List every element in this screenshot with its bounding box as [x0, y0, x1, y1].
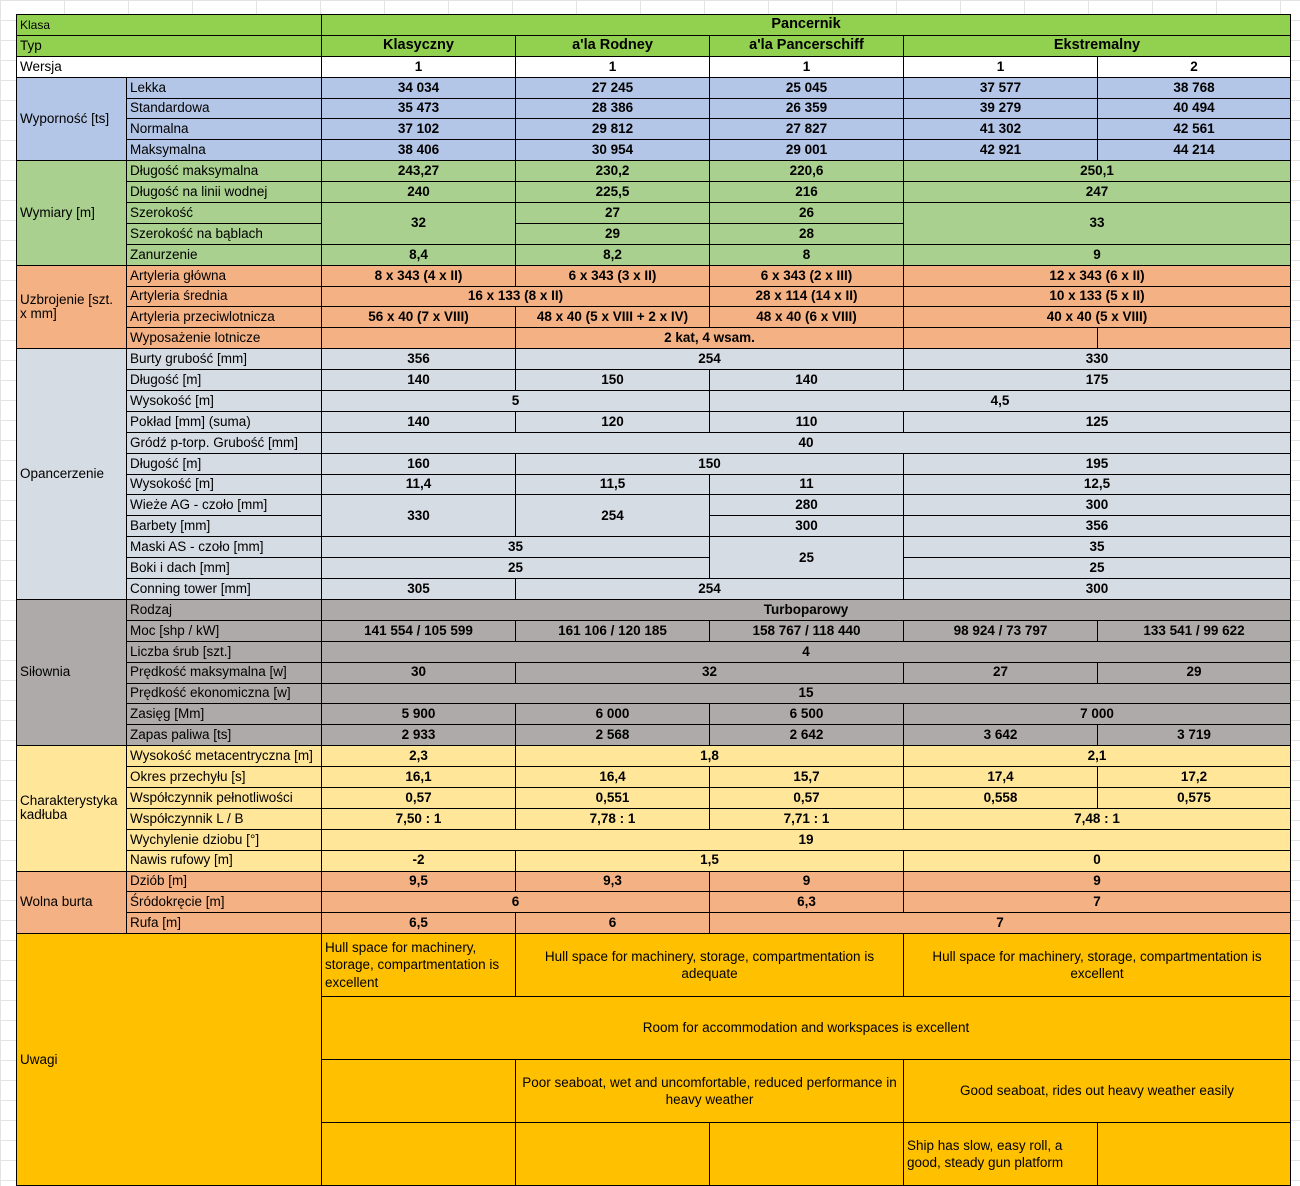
remarks-label[interactable]: Uwagi [17, 934, 322, 1186]
data-row [17, 871, 1291, 892]
row-label[interactable]: Rodzaj [127, 599, 322, 620]
value-cell[interactable]: 98 924 / 73 797 [904, 620, 1098, 641]
value-cell[interactable] [322, 328, 516, 349]
row-label[interactable]: Wysokość metacentryczna [m] [127, 746, 322, 767]
row-label[interactable]: Conning tower [mm] [127, 579, 322, 600]
value-cell[interactable]: 356 [904, 516, 1291, 537]
value-cell[interactable]: 6 [322, 892, 710, 913]
value-cell[interactable]: Turboparowy [322, 599, 1291, 620]
data-row [17, 161, 1291, 182]
value-cell[interactable]: 28 [710, 223, 904, 244]
data-row [17, 892, 1291, 913]
remarks-row [17, 934, 1291, 997]
value-cell[interactable]: 8,2 [516, 244, 710, 265]
value-cell[interactable]: 330 [322, 495, 516, 537]
value-cell[interactable]: 7,78 : 1 [516, 808, 710, 829]
row-label[interactable]: Maksymalna [127, 140, 322, 161]
row-label[interactable]: Długość [m] [127, 370, 322, 391]
value-cell[interactable]: 25 [322, 558, 710, 579]
data-row [17, 808, 1291, 829]
data-row [17, 474, 1291, 495]
value-cell[interactable]: 40 x 40 (5 x VIII) [904, 307, 1291, 328]
value-cell[interactable]: 4 [322, 641, 1291, 662]
value-cell[interactable]: 40 494 [1098, 98, 1291, 119]
row-label[interactable]: Artyleria główna [127, 265, 322, 286]
value-cell[interactable]: 42 561 [1098, 119, 1291, 140]
value-cell[interactable]: 120 [516, 411, 710, 432]
value-cell[interactable]: 2 kat, 4 wsam. [516, 328, 904, 349]
value-cell[interactable]: 35 473 [322, 98, 516, 119]
type-rodney[interactable]: a'la Rodney [516, 35, 710, 56]
value-cell[interactable]: 150 [516, 370, 710, 391]
row-label[interactable]: Szerokość na bąblach [127, 223, 322, 244]
section-label[interactable]: Uzbrojenie [szt. x mm] [17, 265, 127, 349]
value-cell[interactable]: 9 [904, 871, 1291, 892]
data-row [17, 558, 1291, 579]
value-cell[interactable]: 0,558 [904, 787, 1098, 808]
version-cell[interactable]: 1 [516, 56, 710, 77]
version-cell[interactable]: 1 [904, 56, 1098, 77]
value-cell[interactable]: 158 767 / 118 440 [710, 620, 904, 641]
remark-cell[interactable] [1098, 1123, 1291, 1186]
wersja-label[interactable]: Wersja [17, 56, 322, 77]
value-cell[interactable]: 17,2 [1098, 767, 1291, 788]
value-cell[interactable]: 29 812 [516, 119, 710, 140]
value-cell[interactable]: 225,5 [516, 182, 710, 203]
klasa-label[interactable]: Klasa [17, 15, 322, 36]
data-row [17, 495, 1291, 516]
version-cell[interactable]: 1 [322, 56, 516, 77]
value-cell[interactable]: 240 [322, 182, 516, 203]
value-cell[interactable]: 37 102 [322, 119, 516, 140]
row-label[interactable]: Zanurzenie [127, 244, 322, 265]
value-cell[interactable]: 35 [322, 537, 710, 558]
data-row [17, 787, 1291, 808]
value-cell[interactable] [1098, 328, 1291, 349]
remark-cell[interactable]: Poor seaboat, wet and uncomfortable, reduced performance in heavy weather [516, 1060, 904, 1123]
value-cell[interactable]: 56 x 40 (7 x VIII) [322, 307, 516, 328]
data-row [17, 725, 1291, 746]
section-label[interactable]: Opancerzenie [17, 349, 127, 600]
row-label[interactable]: Współczynnik L / B [127, 808, 322, 829]
type-klasyczny[interactable]: Klasyczny [322, 35, 516, 56]
data-row [17, 913, 1291, 934]
row-label[interactable]: Okres przechyłu [s] [127, 767, 322, 788]
value-cell[interactable]: 0,57 [322, 787, 516, 808]
value-cell[interactable]: 254 [516, 495, 710, 537]
value-cell[interactable]: 230,2 [516, 161, 710, 182]
data-row [17, 203, 1291, 224]
value-cell[interactable]: 38 406 [322, 140, 516, 161]
value-cell[interactable]: 3 719 [1098, 725, 1291, 746]
value-cell[interactable]: 12,5 [904, 474, 1291, 495]
row-label[interactable]: Wieże AG - czoło [mm] [127, 495, 322, 516]
header-row-typ [17, 35, 1291, 56]
klasa-value[interactable]: Pancernik [322, 15, 1291, 36]
data-row [17, 641, 1291, 662]
row-label[interactable]: Lekka [127, 77, 322, 98]
value-cell[interactable]: 26 359 [710, 98, 904, 119]
section-label[interactable]: Charakterystyka kadłuba [17, 746, 127, 871]
value-cell[interactable]: 32 [516, 662, 904, 683]
value-cell[interactable]: 216 [710, 182, 904, 203]
version-cell[interactable]: 1 [710, 56, 904, 77]
data-row [17, 265, 1291, 286]
value-cell[interactable]: 175 [904, 370, 1291, 391]
spreadsheet-table [16, 14, 1291, 1186]
value-cell[interactable]: 300 [710, 516, 904, 537]
value-cell[interactable]: 42 921 [904, 140, 1098, 161]
data-row [17, 77, 1291, 98]
value-cell[interactable]: 7,48 : 1 [904, 808, 1291, 829]
value-cell[interactable]: 25 [710, 537, 904, 579]
row-label[interactable]: Zasięg [Mm] [127, 704, 322, 725]
value-cell[interactable]: 8,4 [322, 244, 516, 265]
value-cell[interactable]: 6 000 [516, 704, 710, 725]
value-cell[interactable]: 1,5 [516, 850, 904, 871]
value-cell[interactable]: 133 541 / 99 622 [1098, 620, 1291, 641]
data-row [17, 391, 1291, 412]
value-cell[interactable]: 0 [904, 850, 1291, 871]
value-cell[interactable]: 254 [516, 349, 904, 370]
value-cell[interactable]: 9,3 [516, 871, 710, 892]
value-cell[interactable]: 34 034 [322, 77, 516, 98]
type-pancerschiff[interactable]: a'la Pancerschiff [710, 35, 904, 56]
data-row [17, 704, 1291, 725]
row-label[interactable]: Standardowa [127, 98, 322, 119]
row-label[interactable]: Gródź p-torp. Grubość [mm] [127, 432, 322, 453]
value-cell[interactable]: 35 [904, 537, 1291, 558]
row-label[interactable]: Wychylenie dziobu [°] [127, 829, 322, 850]
value-cell[interactable]: 9 [710, 871, 904, 892]
value-cell[interactable]: 44 214 [1098, 140, 1291, 161]
value-cell[interactable]: 1,8 [516, 746, 904, 767]
value-cell[interactable]: 2 933 [322, 725, 516, 746]
value-cell[interactable]: 140 [322, 370, 516, 391]
value-cell[interactable]: 160 [322, 453, 516, 474]
row-label[interactable]: Długość na linii wodnej [127, 182, 322, 203]
value-cell[interactable]: 30 954 [516, 140, 710, 161]
data-row [17, 620, 1291, 641]
remark-cell[interactable]: Room for accommodation and workspaces is excellent [322, 997, 1291, 1060]
header-row-klasa [17, 15, 1291, 36]
value-cell[interactable]: 4,5 [710, 391, 1291, 412]
data-row [17, 182, 1291, 203]
row-label[interactable]: Prędkość ekonomiczna [w] [127, 683, 322, 704]
remark-cell[interactable] [322, 1060, 516, 1123]
value-cell[interactable]: 9,5 [322, 871, 516, 892]
value-cell[interactable]: 243,27 [322, 161, 516, 182]
value-cell[interactable]: 48 x 40 (5 x VIII + 2 x IV) [516, 307, 710, 328]
data-row [17, 119, 1291, 140]
row-label[interactable]: Artyleria średnia [127, 286, 322, 307]
value-cell[interactable]: 280 [710, 495, 904, 516]
value-cell[interactable]: 6 500 [710, 704, 904, 725]
value-cell[interactable]: 48 x 40 (6 x VIII) [710, 307, 904, 328]
value-cell[interactable]: 10 x 133 (5 x II) [904, 286, 1291, 307]
value-cell[interactable]: 300 [904, 579, 1291, 600]
row-label[interactable]: Nawis rufowy [m] [127, 850, 322, 871]
row-label[interactable]: Moc [shp / kW] [127, 620, 322, 641]
value-cell[interactable]: 28 386 [516, 98, 710, 119]
value-cell[interactable]: 7 [710, 913, 1291, 934]
value-cell[interactable]: 7,71 : 1 [710, 808, 904, 829]
data-row [17, 746, 1291, 767]
data-row [17, 307, 1291, 328]
data-row [17, 453, 1291, 474]
row-label[interactable]: Rufa [m] [127, 913, 322, 934]
value-cell[interactable]: 15 [322, 683, 1291, 704]
value-cell[interactable]: 27 [904, 662, 1098, 683]
row-label[interactable]: Szerokość [127, 203, 322, 224]
value-cell[interactable]: 140 [710, 370, 904, 391]
value-cell[interactable]: 150 [516, 453, 904, 474]
value-cell[interactable] [904, 328, 1098, 349]
value-cell[interactable]: 220,6 [710, 161, 904, 182]
value-cell[interactable]: 28 x 114 (14 x II) [710, 286, 904, 307]
value-cell[interactable]: 16,1 [322, 767, 516, 788]
value-cell[interactable]: 37 577 [904, 77, 1098, 98]
remark-cell[interactable]: Hull space for machinery, storage, compartmentation is adequate [516, 934, 904, 997]
value-cell[interactable]: 8 [710, 244, 904, 265]
data-row [17, 328, 1291, 349]
header-row-wersja [17, 56, 1291, 77]
remark-cell[interactable] [322, 1123, 516, 1186]
value-cell[interactable]: 29 001 [710, 140, 904, 161]
data-row [17, 599, 1291, 620]
row-label[interactable]: Długość maksymalna [127, 161, 322, 182]
value-cell[interactable]: 2 568 [516, 725, 710, 746]
value-cell[interactable]: 40 [322, 432, 1291, 453]
value-cell[interactable]: 33 [904, 203, 1291, 245]
value-cell[interactable]: 330 [904, 349, 1291, 370]
row-label[interactable]: Wysokość [m] [127, 474, 322, 495]
value-cell[interactable]: -2 [322, 850, 516, 871]
data-row [17, 98, 1291, 119]
value-cell[interactable]: 7,50 : 1 [322, 808, 516, 829]
data-row [17, 140, 1291, 161]
value-cell[interactable]: 7 [904, 892, 1291, 913]
value-cell[interactable]: 9 [904, 244, 1291, 265]
row-label[interactable]: Burty grubość [mm] [127, 349, 322, 370]
value-cell[interactable]: 110 [710, 411, 904, 432]
value-cell[interactable]: 25 045 [710, 77, 904, 98]
value-cell[interactable]: 25 [904, 558, 1291, 579]
section-label[interactable]: Wyporność [ts] [17, 77, 127, 161]
data-row [17, 411, 1291, 432]
data-row [17, 829, 1291, 850]
value-cell[interactable]: 6 x 343 (3 x II) [516, 265, 710, 286]
row-label[interactable]: Liczba śrub [szt.] [127, 641, 322, 662]
value-cell[interactable]: 125 [904, 411, 1291, 432]
row-label[interactable]: Śródokręcie [m] [127, 892, 322, 913]
row-label[interactable]: Boki i dach [mm] [127, 558, 322, 579]
value-cell[interactable]: 26 [710, 203, 904, 224]
remark-cell[interactable] [710, 1123, 904, 1186]
data-row [17, 349, 1291, 370]
section-label[interactable]: Siłownia [17, 599, 127, 745]
value-cell[interactable]: 11,5 [516, 474, 710, 495]
value-cell[interactable]: 32 [322, 203, 516, 245]
value-cell[interactable]: 0,57 [710, 787, 904, 808]
row-label[interactable]: Maski AS - czoło [mm] [127, 537, 322, 558]
row-label[interactable]: Artyleria przeciwlotnicza [127, 307, 322, 328]
remark-cell[interactable]: Hull space for machinery, storage, compartmentation is excellent [904, 934, 1291, 997]
spreadsheet-body [17, 15, 1291, 1186]
value-cell[interactable]: 16,4 [516, 767, 710, 788]
value-cell[interactable]: 0,551 [516, 787, 710, 808]
value-cell[interactable]: 2,3 [322, 746, 516, 767]
value-cell[interactable]: 39 279 [904, 98, 1098, 119]
value-cell[interactable]: 6 x 343 (2 x III) [710, 265, 904, 286]
value-cell[interactable]: 2,1 [904, 746, 1291, 767]
value-cell[interactable]: 7 000 [904, 704, 1291, 725]
remark-cell[interactable]: Good seaboat, rides out heavy weather easily [904, 1060, 1291, 1123]
remark-cell[interactable]: Hull space for machinery, storage, compartmentation is excellent [322, 934, 516, 997]
value-cell[interactable]: 8 x 343 (4 x II) [322, 265, 516, 286]
value-cell[interactable]: 29 [1098, 662, 1291, 683]
value-cell[interactable]: 141 554 / 105 599 [322, 620, 516, 641]
row-label[interactable]: Barbety [mm] [127, 516, 322, 537]
row-label[interactable]: Pokład [mm] (suma) [127, 411, 322, 432]
value-cell[interactable]: 300 [904, 495, 1291, 516]
value-cell[interactable]: 161 106 / 120 185 [516, 620, 710, 641]
value-cell[interactable]: 29 [516, 223, 710, 244]
value-cell[interactable]: 27 [516, 203, 710, 224]
value-cell[interactable]: 19 [322, 829, 1291, 850]
data-row [17, 579, 1291, 600]
section-label[interactable]: Wolna burta [17, 871, 127, 934]
value-cell[interactable]: 6,5 [322, 913, 516, 934]
row-label[interactable]: Współczynnik pełnotliwości [127, 787, 322, 808]
remark-cell[interactable]: Ship has slow, easy roll, a good, steady gun platform [904, 1123, 1098, 1186]
value-cell[interactable]: 140 [322, 411, 516, 432]
value-cell[interactable]: 356 [322, 349, 516, 370]
value-cell[interactable]: 0,575 [1098, 787, 1291, 808]
data-row [17, 286, 1291, 307]
value-cell[interactable]: 254 [516, 579, 904, 600]
data-row [17, 662, 1291, 683]
typ-label[interactable]: Typ [17, 35, 322, 56]
value-cell[interactable]: 12 x 343 (6 x II) [904, 265, 1291, 286]
row-label[interactable]: Długość [m] [127, 453, 322, 474]
value-cell[interactable]: 195 [904, 453, 1291, 474]
data-row [17, 244, 1291, 265]
value-cell[interactable]: 27 245 [516, 77, 710, 98]
row-label[interactable]: Prędkość maksymalna [w] [127, 662, 322, 683]
data-row [17, 683, 1291, 704]
value-cell[interactable]: 27 827 [710, 119, 904, 140]
row-label[interactable]: Wysokość [m] [127, 391, 322, 412]
value-cell[interactable]: 247 [904, 182, 1291, 203]
value-cell[interactable]: 5 900 [322, 704, 516, 725]
value-cell[interactable]: 17,4 [904, 767, 1098, 788]
value-cell[interactable]: 3 642 [904, 725, 1098, 746]
version-cell[interactable]: 2 [1098, 56, 1291, 77]
value-cell[interactable]: 38 768 [1098, 77, 1291, 98]
section-label[interactable]: Wymiary [m] [17, 161, 127, 265]
value-cell[interactable]: 6 [516, 913, 710, 934]
type-ekstremalny[interactable]: Ekstremalny [904, 35, 1291, 56]
data-row [17, 850, 1291, 871]
value-cell[interactable]: 2 642 [710, 725, 904, 746]
value-cell[interactable]: 250,1 [904, 161, 1291, 182]
row-label[interactable]: Zapas paliwa [ts] [127, 725, 322, 746]
row-label[interactable]: Normalna [127, 119, 322, 140]
remark-cell[interactable] [516, 1123, 710, 1186]
value-cell[interactable]: 15,7 [710, 767, 904, 788]
data-row [17, 370, 1291, 391]
value-cell[interactable]: 30 [322, 662, 516, 683]
value-cell[interactable]: 6,3 [710, 892, 904, 913]
row-label[interactable]: Wyposażenie lotnicze [127, 328, 322, 349]
value-cell[interactable]: 16 x 133 (8 x II) [322, 286, 710, 307]
value-cell[interactable]: 11,4 [322, 474, 516, 495]
data-row [17, 432, 1291, 453]
value-cell[interactable]: 11 [710, 474, 904, 495]
value-cell[interactable]: 41 302 [904, 119, 1098, 140]
row-label[interactable]: Dziób [m] [127, 871, 322, 892]
data-row [17, 537, 1291, 558]
value-cell[interactable]: 305 [322, 579, 516, 600]
data-row [17, 767, 1291, 788]
value-cell[interactable]: 5 [322, 391, 710, 412]
